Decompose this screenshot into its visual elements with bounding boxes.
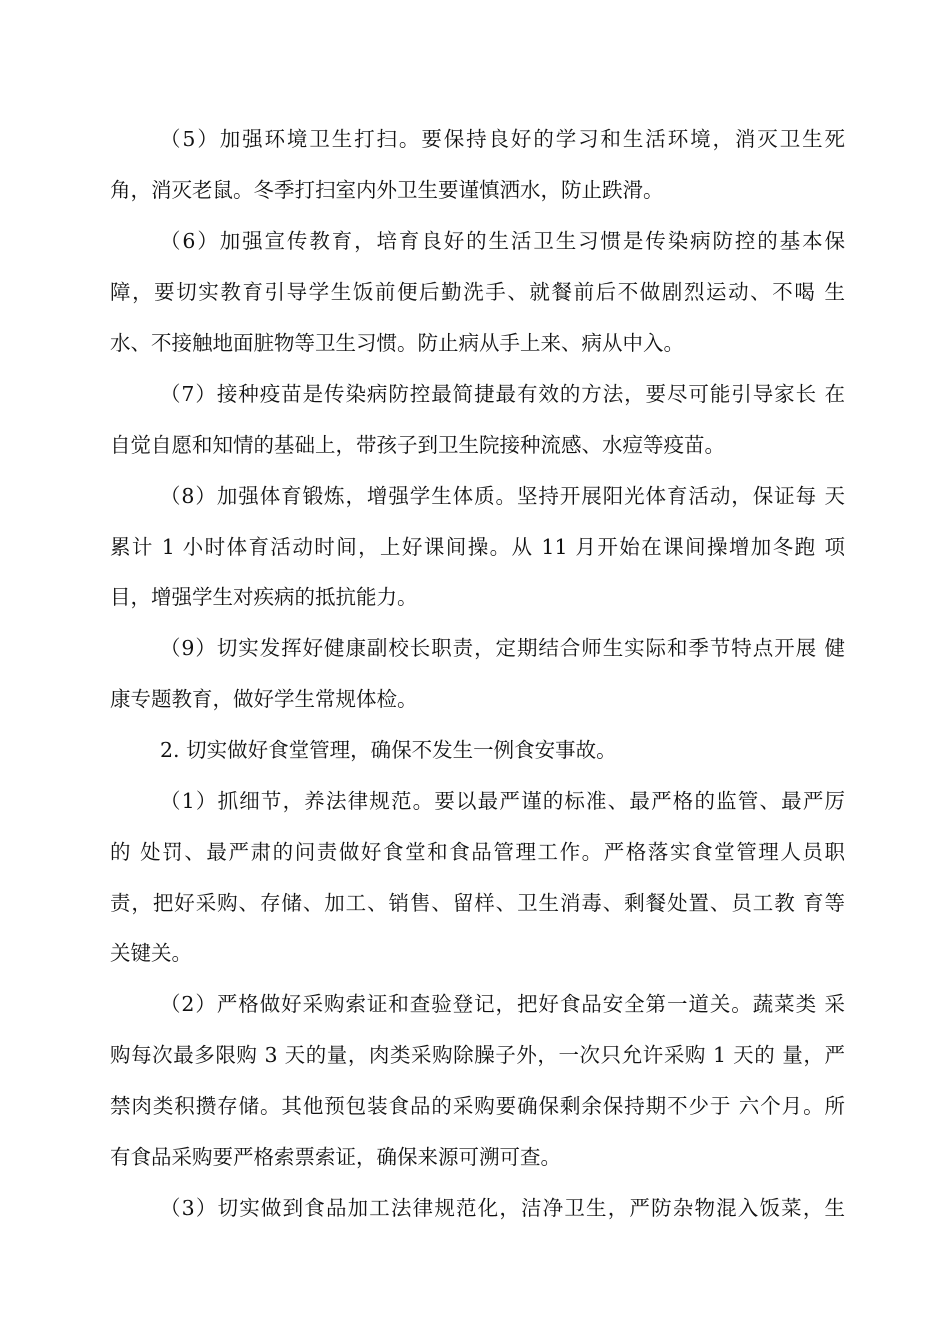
text-line: 角，消灭老鼠。冬季打扫室内外卫生要谨慎洒水，防止跌滑。 xyxy=(110,178,664,202)
text-line: 的 处罚、最严肃的问责做好食堂和食品管理工作。严格落实食堂管理人员职 xyxy=(110,840,845,864)
text-line: 关键关。 xyxy=(110,941,192,965)
text-line: 自觉自愿和知情的基础上，带孩子到卫生院接种流感、水痘等疫苗。 xyxy=(110,433,725,457)
text-line: （1）抓细节，养法律规范。要以最严谨的标准、最严格的监管、最严厉 xyxy=(160,789,845,813)
text-line: （6）加强宣传教育，培育良好的生活卫生习惯是传染病防控的基本保 xyxy=(160,229,845,253)
text-line: （2）严格做好采购索证和查验登记，把好食品安全第一道关。蔬菜类 采 xyxy=(160,992,845,1016)
text-line: 目，增强学生对疾病的抵抗能力。 xyxy=(110,585,418,609)
text-line: （3）切实做到食品加工法律规范化，洁净卫生，严防杂物混入饭菜，生 xyxy=(160,1196,845,1220)
text-line: 累计 1 小时体育活动时间，上好课间操。从 11 月开始在课间操增加冬跑 项 xyxy=(110,535,845,559)
text-line: 有食品采购要严格索票索证，确保来源可溯可查。 xyxy=(110,1145,561,1169)
text-line: （5）加强环境卫生打扫。要保持良好的学习和生活环境，消灭卫生死 xyxy=(160,127,845,151)
section-heading: 2. 切实做好食堂管理，确保不发生一例食安事故。 xyxy=(160,738,617,762)
text-line: （7）接种疫苗是传染病防控最简捷最有效的方法，要尽可能引导家长 在 xyxy=(160,382,845,406)
text-line: （8）加强体育锻炼，增强学生体质。坚持开展阳光体育活动，保证每 天 xyxy=(160,484,845,508)
text-line: （9）切实发挥好健康副校长职责，定期结合师生实际和季节特点开展 健 xyxy=(160,636,845,660)
text-line: 禁肉类积攒存储。其他预包装食品的采购要确保剩余保持期不少于 六个月。所 xyxy=(110,1094,845,1118)
text-line: 责，把好采购、存储、加工、销售、留样、卫生消毒、剩餐处置、员工教 育等 xyxy=(110,891,845,915)
text-line: 障，要切实教育引导学生饭前便后勤洗手、就餐前后不做剧烈运动、不喝 生 xyxy=(110,280,845,304)
text-line: 水、不接触地面脏物等卫生习惯。防止病从手上来、病从中入。 xyxy=(110,331,684,355)
text-line: 购每次最多限购 3 天的量，肉类采购除臊子外，一次只允许采购 1 天的 量，严 xyxy=(110,1043,845,1067)
text-line: 康专题教育，做好学生常规体检。 xyxy=(110,687,418,711)
